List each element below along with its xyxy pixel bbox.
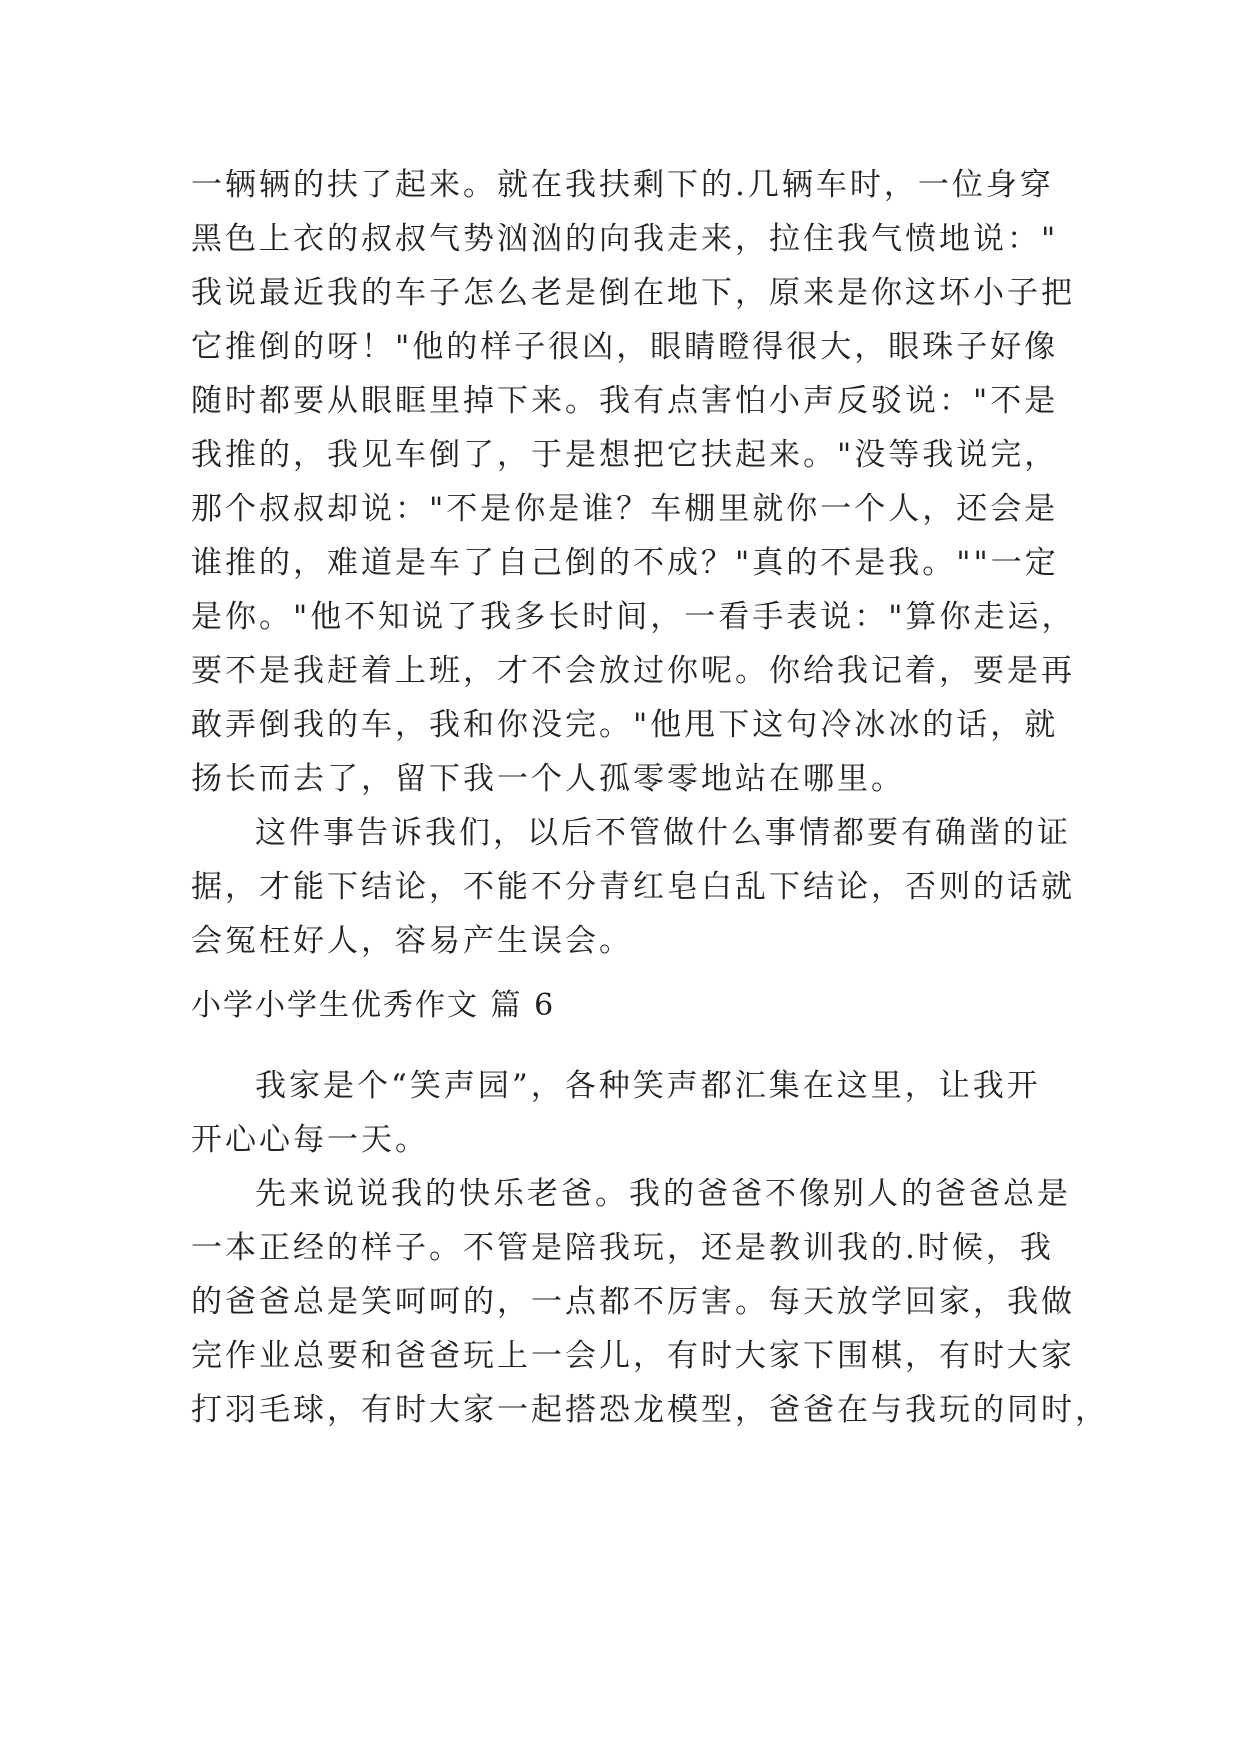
- text-line: 我说最近我的车子怎么老是倒在地下，原来是你这坏小子把: [191, 275, 1075, 311]
- text-line: 扬长而去了，留下我一个人孤零零地站在哪里。: [191, 761, 905, 797]
- text-line: 据，才能下结论，不能不分青红皂白乱下结论，否则的话就: [191, 869, 1075, 905]
- text-line: 会冤枉好人，容易产生误会。: [191, 923, 633, 959]
- text-line: 是你。"他不知说了我多长时间，一看手表说："算你走运，: [191, 599, 1076, 635]
- text-line: 一辆辆的扶了起来。就在我扶剩下的.几辆车时，一位身穿: [191, 167, 1054, 203]
- text-line: 黑色上衣的叔叔气势汹汹的向我走来，拉住我气愤地说：": [191, 221, 1059, 257]
- section-heading: 小学小学生优秀作文 篇 6: [191, 988, 556, 1023]
- story-paragraphs-bottom: [191, 1059, 1109, 1437]
- text-line: 随时都要从眼眶里掉下来。我有点害怕小声反驳说："不是: [191, 383, 1059, 419]
- text-line: 那个叔叔却说："不是你是谁？车棚里就你一个人，还会是: [191, 491, 1059, 527]
- paragraph-first-line: 先来说说我的快乐老爸。我的爸爸不像别人的爸爸总是: [255, 1176, 1071, 1212]
- text-line: 开心心每一天。: [191, 1122, 429, 1158]
- text-line: 要不是我赶着上班，才不会放过你呢。你给我记着，要是再: [191, 653, 1075, 689]
- paragraph-first-line: 我家是个“笑声园”，各种笑声都汇集在这里，让我开: [255, 1068, 1041, 1104]
- text-line: 打羽毛球，有时大家一起搭恐龙模型，爸爸在与我玩的同时，: [191, 1392, 1109, 1428]
- text-line: 谁推的，难道是车了自己倒的不成？"真的不是我。""一定: [191, 545, 1059, 581]
- text-line: 我推的，我见车倒了，于是想把它扶起来。"没等我说完，: [191, 437, 1059, 473]
- text-line: 完作业总要和爸爸玩上一会儿，有时大家下围棋，有时大家: [191, 1338, 1075, 1374]
- text-line: 敢弄倒我的车，我和你没完。"他甩下这句冷冰冰的话，就: [191, 707, 1059, 743]
- paragraph-first-line: 这件事告诉我们，以后不管做什么事情都要有确凿的证: [255, 815, 1071, 851]
- text-line: 的爸爸总是笑呵呵的，一点都不厉害。每天放学回家，我做: [191, 1284, 1075, 1320]
- text-line: 它推倒的呀！"他的样子很凶，眼睛瞪得很大，眼珠子好像: [191, 329, 1059, 365]
- text-line: 一本正经的样子。不管是陪我玩，还是教训我的.时候，我: [191, 1230, 1054, 1266]
- story-paragraphs-top: [191, 158, 1076, 968]
